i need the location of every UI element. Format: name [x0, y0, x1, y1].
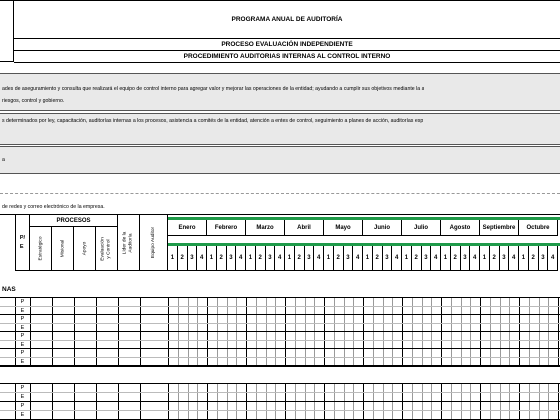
pe-cell: E — [20, 307, 25, 314]
table-row[interactable] — [0, 341, 560, 350]
week-header: 3 — [461, 246, 471, 271]
week-header: 1 — [285, 246, 295, 271]
week-header: 2 — [256, 246, 266, 271]
week-header: 3 — [422, 246, 432, 271]
week-header: 1 — [324, 246, 334, 271]
pe-cell: E — [20, 324, 25, 331]
week-header: 4 — [470, 246, 480, 271]
section-row — [0, 270, 560, 298]
table-row[interactable] — [0, 411, 560, 420]
week-header: 1 — [207, 246, 217, 271]
week-header: 1 — [519, 246, 529, 271]
week-header: 4 — [314, 246, 324, 271]
table-row[interactable] — [0, 349, 560, 358]
week-header: 4 — [392, 246, 402, 271]
table-row[interactable] — [0, 384, 560, 393]
month-header-octubre: Octubre — [519, 220, 558, 236]
procesos-header: PROCESOS — [30, 215, 118, 227]
resources-row — [0, 146, 560, 174]
plan-table-header — [0, 214, 560, 270]
week-header: 3 — [188, 246, 198, 271]
week-header: 4 — [275, 246, 285, 271]
month-header-febrero: Febrero — [207, 220, 246, 236]
week-header: 2 — [490, 246, 500, 271]
objective-row — [0, 73, 560, 111]
week-header: 3 — [344, 246, 354, 271]
section-label: NAS — [2, 286, 16, 293]
month-header-enero: Enero — [168, 220, 207, 236]
week-header: 2 — [373, 246, 383, 271]
week-header: 2 — [295, 246, 305, 271]
pe-cell: P — [20, 316, 25, 322]
communication-row — [0, 174, 560, 214]
month-header-agosto: Agosto — [441, 220, 480, 236]
week-header: 3 — [227, 246, 237, 271]
week-header: 1 — [402, 246, 412, 271]
week-header: 4 — [197, 246, 207, 271]
week-header: 2 — [451, 246, 461, 271]
week-header: 2 — [529, 246, 539, 271]
week-header: 4 — [353, 246, 363, 271]
col-evaluacion-control: Evaluación y Control — [96, 227, 118, 271]
pe-cell: E — [20, 341, 25, 348]
resources-text: a — [2, 157, 5, 163]
week-header: 1 — [246, 246, 256, 271]
communication-text: de redes y correo electrónico de la empresa. — [2, 204, 105, 210]
week-header: 4 — [548, 246, 558, 271]
week-header: 1 — [441, 246, 451, 271]
scope-row — [0, 113, 560, 145]
header-title-process: PROCESO EVALUACIÓN INDEPENDIENTE — [14, 39, 560, 51]
month-header-julio: Julio — [402, 220, 441, 236]
col-lider-auditoria: Líder de la Auditoría — [118, 215, 140, 271]
month-header-marzo: Marzo — [246, 220, 285, 236]
header-title-main: PROGRAMA ANUAL DE AUDITORÍA — [14, 1, 560, 39]
week-header: 4 — [509, 246, 519, 271]
month-header-mayo: Mayo — [324, 220, 363, 236]
table-row[interactable] — [0, 298, 560, 307]
week-header: 3 — [383, 246, 393, 271]
table-row[interactable] — [0, 307, 560, 316]
week-header: 3 — [539, 246, 549, 271]
document-header — [14, 0, 560, 62]
objective-text-1: ades de aseguramiento y consulta que realizará el equipo de control interno para agregar valor y mejorar las operaciones de la entidad; ayudando a cumplir sus objetivos mediante la a — [2, 86, 425, 92]
week-header: 2 — [334, 246, 344, 271]
col-apoyo: Apoyo — [74, 227, 96, 271]
week-header: 2 — [178, 246, 188, 271]
logo-cell — [0, 0, 14, 62]
table-row[interactable] — [0, 324, 560, 333]
block-separator — [0, 366, 560, 384]
month-header-abril: Abril — [285, 220, 324, 236]
data-block-1 — [0, 298, 560, 366]
week-header: 1 — [363, 246, 373, 271]
week-header: 3 — [266, 246, 276, 271]
week-header: 4 — [431, 246, 441, 271]
pe-cell: P — [20, 350, 25, 356]
pe-cell: E — [20, 394, 25, 400]
col-misional: Misional — [52, 227, 74, 271]
week-header: 1 — [480, 246, 490, 271]
pe-cell: P — [20, 385, 25, 391]
table-row[interactable] — [0, 393, 560, 402]
month-header-junio: Junio — [363, 220, 402, 236]
table-row[interactable] — [0, 315, 560, 324]
table-row[interactable] — [0, 332, 560, 341]
objective-text-2: riesgos, control y gobierno. — [2, 98, 65, 104]
pe-header: P/ E — [15, 215, 30, 271]
week-header: 3 — [305, 246, 315, 271]
week-header: 1 — [168, 246, 178, 271]
week-header: 3 — [500, 246, 510, 271]
col-estrategico: Estratégico — [30, 227, 52, 271]
week-header: 4 — [236, 246, 246, 271]
header-title-procedure: PROCEDIMIENTO AUDITORIAS INTERNAS AL CONTROL INTERNO — [14, 51, 560, 63]
week-header: 2 — [217, 246, 227, 271]
pe-cell: P — [20, 403, 25, 409]
data-block-2 — [0, 384, 560, 420]
pe-cell: P — [20, 299, 25, 305]
pe-cell: E — [20, 358, 25, 365]
table-row[interactable] — [0, 402, 560, 411]
month-header-septiembre: Septiembre — [480, 220, 519, 236]
week-header: 2 — [412, 246, 422, 271]
pe-cell: P — [20, 333, 25, 339]
col-equipo-auditor: Equipo Auditor — [140, 215, 168, 271]
table-row[interactable] — [0, 358, 560, 367]
pe-cell: E — [20, 412, 25, 418]
scope-text: s determinados por ley, capacitación, auditorías internas a los procesos, asistencia a comités de la entidad, atención a entes de control, seguimiento a planes de acción, auditorías esp — [2, 118, 424, 124]
